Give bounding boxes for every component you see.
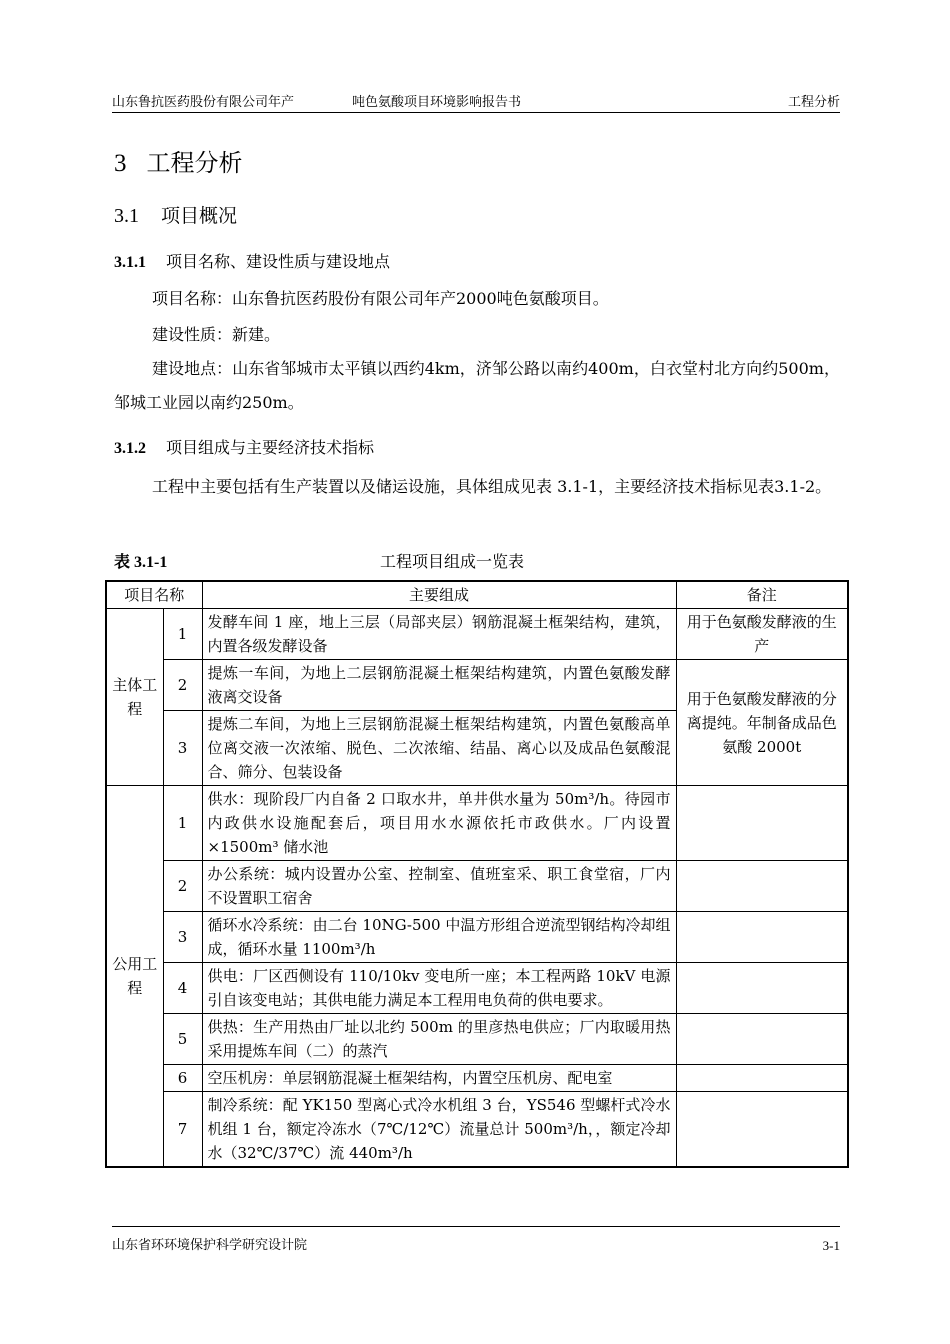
row-description: 发酵车间 1 座，地上三层（局部夹层）钢筋混凝土框架结构，建筑，内置各级发酵设备: [202, 609, 676, 660]
row-number: 2: [163, 861, 202, 912]
row-description: 办公系统：城内设置办公室、控制室、值班室采、职工食堂宿，厂内不设置职工宿舍: [202, 861, 676, 912]
chapter-title: 工程分析: [146, 149, 243, 177]
row-remark: [676, 786, 848, 861]
paragraph-construction-nature: 建设性质：新建。: [152, 325, 281, 344]
section-heading: [114, 202, 237, 230]
row-number: 3: [163, 912, 202, 963]
header-rule: [112, 112, 840, 113]
row-number: 3: [163, 711, 202, 786]
subsection-heading-1: [114, 249, 390, 276]
subsection-heading-2: [114, 435, 374, 462]
paragraph-composition-intro: 工程中主要包括有生产装置以及储运设施，具体组成见表 3.1-1，主要经济技术指标见表3.1-2。: [152, 477, 832, 496]
row-remark: [676, 1092, 848, 1168]
section-title: 项目概况: [161, 205, 238, 227]
subsection-title: 项目名称、建设性质与建设地点: [166, 252, 391, 271]
page-footer: [112, 1236, 840, 1256]
chapter-number: 3: [114, 150, 127, 177]
table-row: [106, 660, 848, 711]
row-remark: [676, 1014, 848, 1065]
subsection-number: 3.1.1: [114, 254, 146, 271]
row-description: 制冷系统：配 YK150 型离心式冷水机组 3 台，YS546 型螺杆式冷水机组 1 台，额定冷冻水（7℃/12℃）流量总计 500m³/h，，额定冷却水（32℃/37℃）流 440m³/h: [202, 1092, 676, 1168]
table-caption-number: 表 3.1-1: [114, 554, 168, 571]
row-remark: 用于色氨酸发酵液的分离提纯。年制备成品色氨酸 2000t: [676, 660, 848, 786]
header-left-text: 山东鲁抗医药股份有限公司年产: [112, 95, 295, 110]
table-row: [106, 609, 848, 660]
row-number: 2: [163, 660, 202, 711]
subsection-number: 3.1.2: [114, 440, 146, 457]
header-right-text: 工程分析: [787, 95, 840, 110]
paragraph-project-name: 项目名称：山东鲁抗医药股份有限公司年产2000吨色氨酸项目。: [152, 289, 609, 308]
row-remark: 用于色氨酸发酵液的生产: [676, 609, 848, 660]
table-row: [106, 912, 848, 963]
category-cell: 主体工程: [106, 609, 163, 786]
chapter-heading: [114, 147, 243, 180]
section-number: 3.1: [114, 205, 139, 227]
row-description: 供电：厂区西侧设有 110/10kv 变电所一座；本工程两路 10kV 电源引自该变电站；其供电能力满足本工程用电负荷的供电要求。: [202, 963, 676, 1014]
header-middle-text: 吨色氨酸项目环境影响报告书: [352, 95, 522, 110]
table-caption-title: 工程项目组成一览表: [380, 552, 525, 571]
row-remark: [676, 912, 848, 963]
project-composition-table: [105, 580, 849, 1168]
row-number: 1: [163, 786, 202, 861]
table-row: [106, 861, 848, 912]
row-number: 5: [163, 1014, 202, 1065]
row-description: 循环水冷系统：由二台 10NG-500 中温方形组合逆流型钢结构冷却组成，循环水量 1100m³/h: [202, 912, 676, 963]
row-description: 空压机房：单层钢筋混凝土框架结构，内置空压机房、配电室: [202, 1065, 676, 1092]
table-row: [106, 1065, 848, 1092]
footer-institute: 山东省环环境保护科学研究设计院: [112, 1238, 308, 1253]
header-project-name: 项目名称: [106, 581, 202, 609]
row-number: 1: [163, 609, 202, 660]
page-header: [112, 94, 840, 112]
row-description: 提炼一车间，为地上二层钢筋混凝土框架结构建筑，内置色氨酸发酵液离交设备: [202, 660, 676, 711]
table-row: [106, 963, 848, 1014]
row-remark: [676, 963, 848, 1014]
subsection-title: 项目组成与主要经济技术指标: [166, 438, 375, 457]
table-row: [106, 1092, 848, 1168]
row-remark: [676, 861, 848, 912]
table-caption: [114, 548, 848, 576]
paragraph-construction-site: 建设地点：山东省邹城市太平镇以西约4km，济邹公路以南约400m，白衣堂村北方向约500m，邹城工业园以南约250m。: [114, 359, 840, 412]
header-main-composition: 主要组成: [202, 581, 676, 609]
footer-rule: [112, 1226, 840, 1227]
row-remark: [676, 1065, 848, 1092]
row-number: 4: [163, 963, 202, 1014]
table-row: [106, 786, 848, 861]
row-description: 提炼二车间，为地上三层钢筋混凝土框架结构建筑，内置色氨酸高单位离交液一次浓缩、脱色、二次浓缩、结晶、离心以及成品色氨酸混合、筛分、包装设备: [202, 711, 676, 786]
row-description: 供热：生产用热由厂址以北约 500m 的里彦热电供应；厂内取暖用热采用提炼车间（二）的蒸汽: [202, 1014, 676, 1065]
table-header-row: [106, 581, 848, 609]
row-description: 供水：现阶段厂内自备 2 口取水井，单井供水量为 50m³/h。待园市内政供水设施配套后，项目用水水源依托市政供水。厂内设置 ×1500m³ 储水池: [202, 786, 676, 861]
page-number: 3-1: [822, 1238, 840, 1253]
header-remarks: 备注: [676, 581, 848, 609]
category-cell: 公用工程: [106, 786, 163, 1168]
row-number: 6: [163, 1065, 202, 1092]
table-row: [106, 1014, 848, 1065]
row-number: 7: [163, 1092, 202, 1168]
